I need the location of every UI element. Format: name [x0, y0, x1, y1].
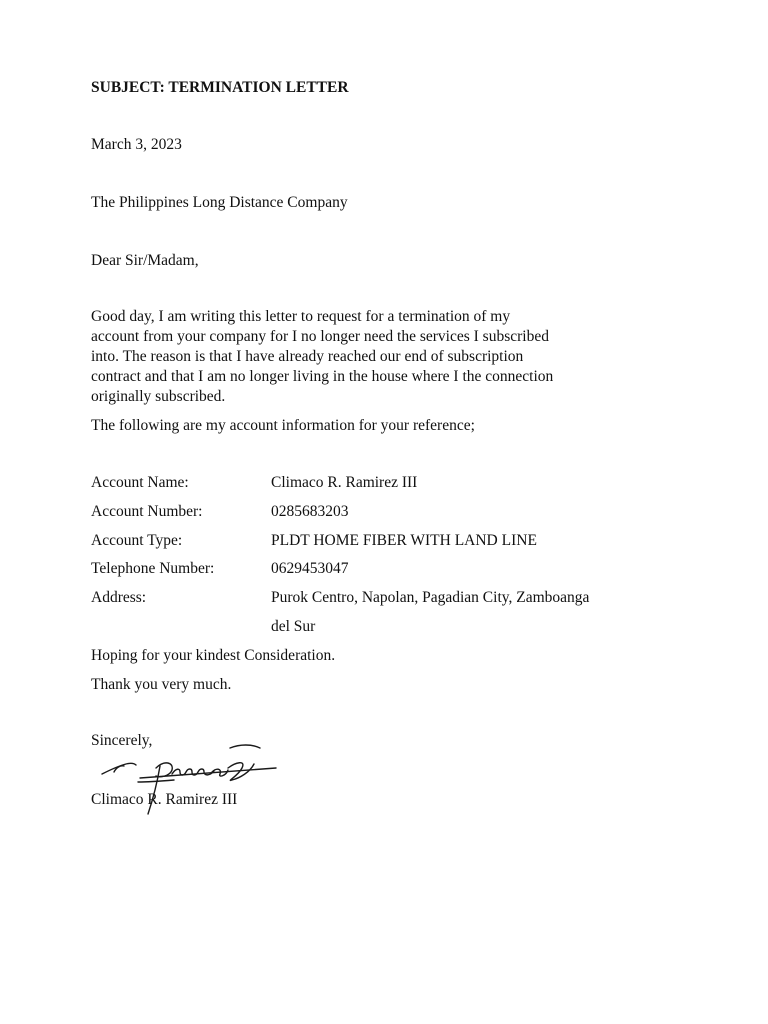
closing-text: Sincerely,	[91, 732, 153, 749]
body-line: Good day, I am writing this letter to request for a termination of my	[91, 308, 511, 325]
letter-date: March 3, 2023	[91, 136, 182, 153]
account-name-label: Account Name:	[91, 474, 189, 491]
account-number-label: Account Number:	[91, 503, 203, 520]
account-number-value: 0285683203	[271, 503, 349, 520]
subject-label: SUBJECT	[91, 79, 160, 96]
telephone-number-label: Telephone Number:	[91, 560, 215, 577]
account-type-label: Account Type:	[91, 532, 183, 549]
subject-line	[91, 78, 349, 98]
body-line: contract and that I am no longer living in the house where I the connection	[91, 368, 554, 385]
salutation: Dear Sir/Madam,	[91, 252, 199, 269]
body-line: originally subscribed.	[91, 388, 226, 405]
telephone-number-value: 0629453047	[271, 560, 349, 577]
hoping-text: Hoping for your kindest Consideration.	[91, 647, 336, 664]
body-line: into. The reason is that I have already reached our end of subscription	[91, 348, 524, 365]
account-name-value: Climaco R. Ramirez III	[271, 474, 418, 491]
handwritten-signature	[100, 738, 280, 818]
thanks-text: Thank you very much.	[91, 676, 232, 693]
address-value-continued: del Sur	[271, 618, 316, 635]
address-value: Purok Centro, Napolan, Pagadian City, Zamboanga	[271, 589, 590, 606]
following-text: The following are my account information for your reference;	[91, 417, 475, 434]
signer-name: Climaco R. Ramirez III	[91, 791, 238, 808]
body-paragraph	[91, 307, 691, 407]
address-label: Address:	[91, 589, 147, 606]
subject-value: : TERMINATION LETTER	[159, 79, 349, 96]
account-type-value: PLDT HOME FIBER WITH LAND LINE	[271, 532, 537, 549]
recipient-company: The Philippines Long Distance Company	[91, 194, 348, 211]
body-line: account from your company for I no longer need the services I subscribed	[91, 328, 549, 345]
